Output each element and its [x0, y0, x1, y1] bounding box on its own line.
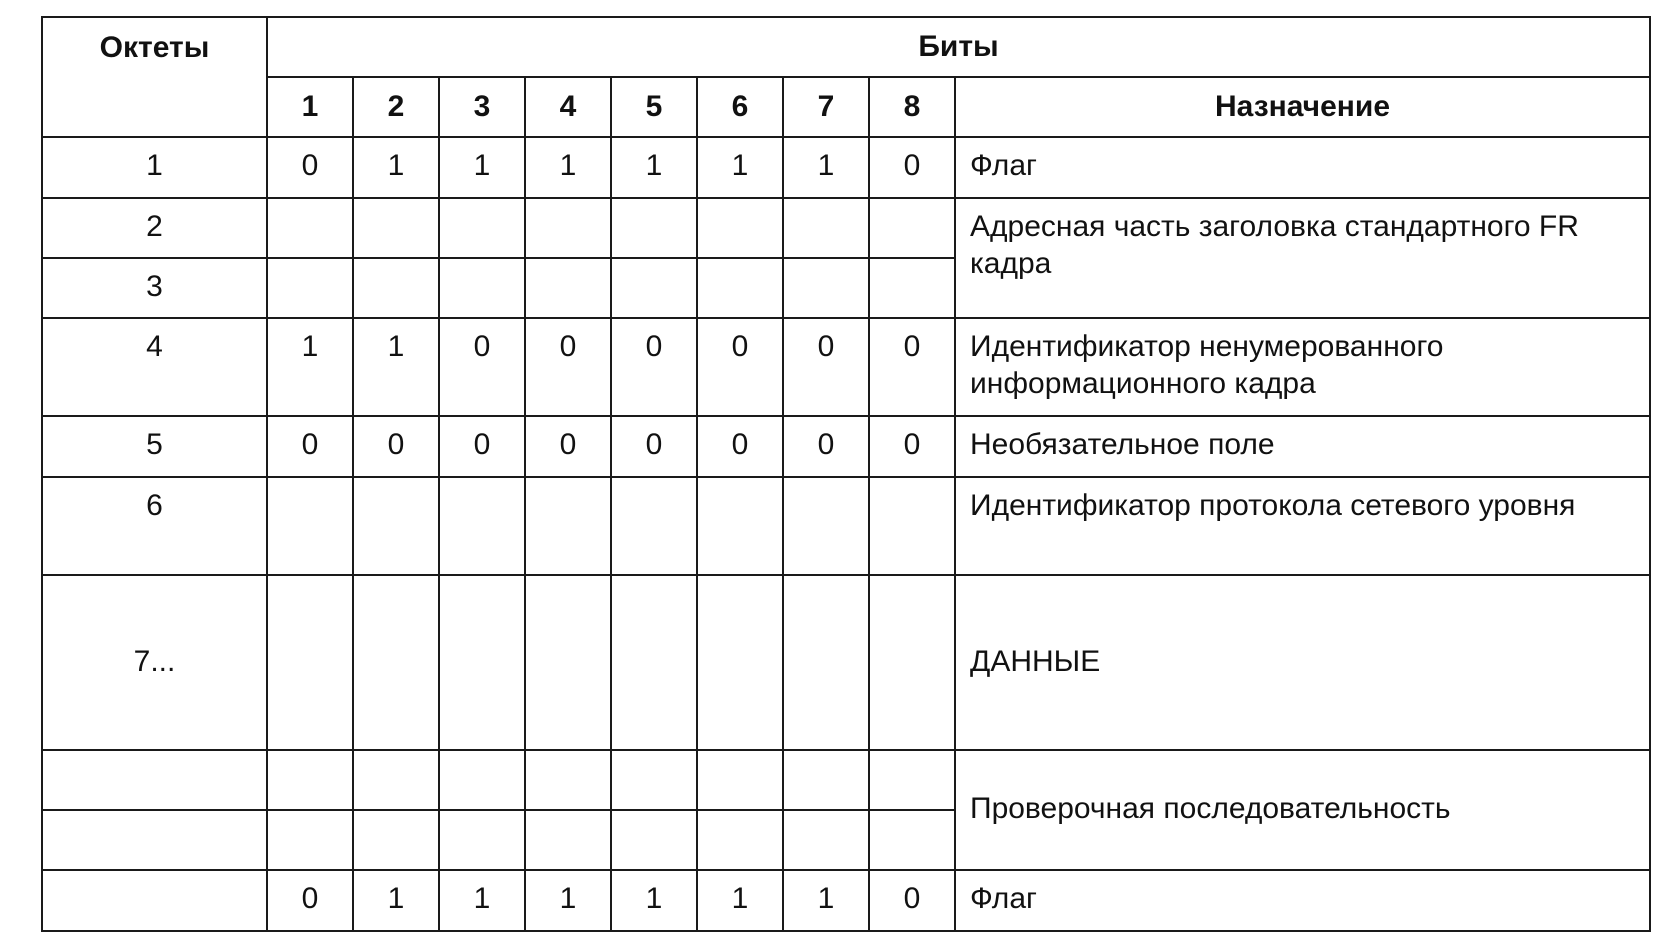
- bit-cell: 1: [783, 870, 869, 931]
- bit-cell: 0: [697, 318, 783, 416]
- bit-cell: [353, 810, 439, 870]
- bit-cell: 0: [439, 416, 525, 476]
- bit-cell: [267, 477, 353, 575]
- bit-cell: [697, 575, 783, 750]
- bit-cell: [353, 258, 439, 318]
- table-row: [42, 416, 1650, 476]
- bit-cell: 0: [525, 318, 611, 416]
- bit-cell: [869, 477, 955, 575]
- purpose-cell: ДАННЫЕ: [955, 575, 1650, 750]
- bit-cell: [353, 477, 439, 575]
- table-row: [42, 477, 1650, 575]
- table-row: [42, 137, 1650, 198]
- table-row: [42, 198, 1650, 258]
- bit-cell: [697, 258, 783, 318]
- octet-cell: [42, 810, 267, 870]
- bit-cell: 0: [783, 416, 869, 476]
- bit-cell: 1: [267, 318, 353, 416]
- bit-cell: [869, 198, 955, 258]
- bit-cell: 0: [267, 416, 353, 476]
- header-octets: Октеты: [42, 17, 267, 137]
- bit-cell: 1: [353, 318, 439, 416]
- bit-cell: [869, 750, 955, 810]
- bit-cell: [353, 575, 439, 750]
- bit-cell: [439, 477, 525, 575]
- bit-cell: 0: [267, 137, 353, 198]
- table-row: [42, 750, 1650, 810]
- bit-cell: 0: [869, 416, 955, 476]
- bit-cell: [697, 477, 783, 575]
- bit-cell: [869, 810, 955, 870]
- header-bit-1: 1: [267, 77, 353, 137]
- header-bit-3: 3: [439, 77, 525, 137]
- bit-cell: 0: [697, 416, 783, 476]
- purpose-cell: Необязательное поле: [955, 416, 1650, 476]
- table-row: [42, 870, 1650, 931]
- bit-cell: [783, 477, 869, 575]
- bit-cell: [783, 258, 869, 318]
- bit-cell: [267, 258, 353, 318]
- bit-cell: 1: [439, 870, 525, 931]
- bit-cell: [611, 198, 697, 258]
- bit-cell: 1: [611, 870, 697, 931]
- bit-cell: [783, 198, 869, 258]
- bit-cell: 0: [869, 318, 955, 416]
- header-bit-7: 7: [783, 77, 869, 137]
- bit-cell: 1: [697, 870, 783, 931]
- bit-cell: 0: [353, 416, 439, 476]
- bit-cell: [439, 198, 525, 258]
- bit-cell: 1: [353, 870, 439, 931]
- purpose-cell: Адресная часть заголовка стандартного FR кадра: [955, 198, 1650, 318]
- table-row: [42, 575, 1650, 750]
- bit-cell: 0: [525, 416, 611, 476]
- bit-cell: [525, 198, 611, 258]
- purpose-cell: Проверочная последовательность: [955, 750, 1650, 870]
- octet-cell: 5: [42, 416, 267, 476]
- bit-cell: 0: [267, 870, 353, 931]
- bit-cell: 1: [783, 137, 869, 198]
- bit-cell: 1: [439, 137, 525, 198]
- bit-cell: [869, 258, 955, 318]
- bit-cell: [525, 477, 611, 575]
- bit-cell: 1: [525, 870, 611, 931]
- bit-cell: 1: [353, 137, 439, 198]
- bit-cell: [353, 198, 439, 258]
- bit-cell: 0: [439, 318, 525, 416]
- bit-cell: [267, 750, 353, 810]
- purpose-cell: Флаг: [955, 137, 1650, 198]
- octet-cell: 6: [42, 477, 267, 575]
- bit-cell: 0: [611, 416, 697, 476]
- bit-cell: 0: [611, 318, 697, 416]
- bit-cell: [267, 575, 353, 750]
- header-bit-2: 2: [353, 77, 439, 137]
- bit-cell: [439, 810, 525, 870]
- bit-cell: [525, 258, 611, 318]
- bit-cell: 0: [869, 137, 955, 198]
- bit-cell: [611, 575, 697, 750]
- bit-cell: [353, 750, 439, 810]
- bit-cell: 0: [869, 870, 955, 931]
- header-bit-6: 6: [697, 77, 783, 137]
- bit-cell: [267, 810, 353, 870]
- bit-cell: [439, 750, 525, 810]
- bit-cell: [525, 750, 611, 810]
- bit-cell: 1: [697, 137, 783, 198]
- table-row: [42, 318, 1650, 416]
- bit-cell: 1: [611, 137, 697, 198]
- bit-cell: [783, 750, 869, 810]
- bit-cell: [611, 810, 697, 870]
- bit-cell: 0: [783, 318, 869, 416]
- bit-cell: [869, 575, 955, 750]
- bit-cell: [525, 575, 611, 750]
- octet-cell: 2: [42, 198, 267, 258]
- purpose-cell: Флаг: [955, 870, 1650, 931]
- frame-structure-table: [41, 16, 1651, 932]
- bit-cell: [611, 258, 697, 318]
- bit-cell: [697, 750, 783, 810]
- header-bit-4: 4: [525, 77, 611, 137]
- bit-cell: [697, 810, 783, 870]
- octet-cell: 1: [42, 137, 267, 198]
- bit-cell: [611, 477, 697, 575]
- octet-cell: 7...: [42, 575, 267, 750]
- header-bits: Биты: [267, 17, 1650, 77]
- purpose-cell: Идентификатор ненумерованного информационного кадра: [955, 318, 1650, 416]
- octet-cell: 4: [42, 318, 267, 416]
- bit-cell: [783, 810, 869, 870]
- bit-cell: 1: [525, 137, 611, 198]
- octet-cell: [42, 750, 267, 810]
- octet-cell: 3: [42, 258, 267, 318]
- bit-cell: [697, 198, 783, 258]
- bit-cell: [525, 810, 611, 870]
- bit-cell: [783, 575, 869, 750]
- header-purpose: Назначение: [955, 77, 1650, 137]
- purpose-cell: Идентификатор протокола сетевого уровня: [955, 477, 1650, 575]
- header-bit-8: 8: [869, 77, 955, 137]
- header-bit-5: 5: [611, 77, 697, 137]
- bit-cell: [611, 750, 697, 810]
- octet-cell: [42, 870, 267, 931]
- bit-cell: [439, 258, 525, 318]
- bit-cell: [267, 198, 353, 258]
- bit-cell: [439, 575, 525, 750]
